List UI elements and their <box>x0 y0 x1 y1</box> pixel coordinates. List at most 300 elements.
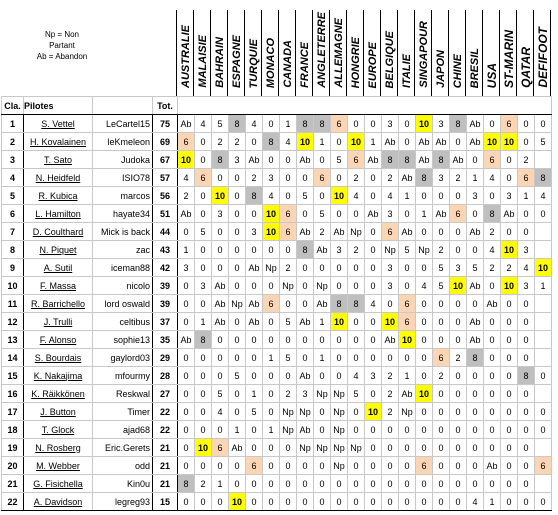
score-cell: 0 <box>484 115 501 133</box>
score-cell: 6 <box>331 115 348 133</box>
score-cell: 0 <box>433 493 450 511</box>
score-cell: 0 <box>450 403 467 421</box>
score-cell: 5 <box>535 133 552 151</box>
team-cell: iceman88 <box>93 259 153 277</box>
score-cell: 8 <box>314 115 331 133</box>
driver-cell <box>24 295 93 313</box>
score-cell: 0 <box>297 475 314 493</box>
score-cell: 0 <box>450 493 467 511</box>
rank-cell: 16 <box>2 385 24 403</box>
total-cell: 27 <box>153 385 178 403</box>
table-row <box>2 115 552 133</box>
driver-link[interactable]: M. Webber <box>36 460 80 471</box>
team-cell: Kin0u <box>93 475 153 493</box>
score-cell: 0 <box>382 295 399 313</box>
gp-header-europe <box>364 0 381 88</box>
score-cell: 10 <box>399 331 416 349</box>
gp-header-label: JAPON <box>434 50 447 88</box>
score-cell: 0 <box>229 241 246 259</box>
driver-cell <box>24 349 93 367</box>
score-cell: 10 <box>535 259 552 277</box>
score-cell: 0 <box>297 277 314 295</box>
score-cell: 0 <box>246 367 263 385</box>
score-cell: 0 <box>416 259 433 277</box>
score-cell <box>535 349 552 367</box>
rank-cell: 2 <box>2 133 24 151</box>
score-cell: Ab <box>178 115 195 133</box>
score-cell: 0 <box>365 223 382 241</box>
score-cell: Ab <box>297 367 314 385</box>
driver-cell <box>24 457 93 475</box>
driver-link[interactable]: D. Coulthard <box>32 226 84 237</box>
score-cell: 5 <box>399 241 416 259</box>
score-cell: 0 <box>416 403 433 421</box>
table-row <box>2 241 552 259</box>
score-cell: 0 <box>501 493 518 511</box>
team-cell: celtibus <box>93 313 153 331</box>
score-cell: Ab <box>212 295 229 313</box>
score-cell: 10 <box>297 133 314 151</box>
gp-header-allemagne <box>330 0 347 88</box>
score-cell: 2 <box>484 223 501 241</box>
rank-cell: 20 <box>2 457 24 475</box>
score-cell: 8 <box>178 475 195 493</box>
score-cell: 8 <box>416 169 433 187</box>
score-cell: 4 <box>246 115 263 133</box>
score-cell: 0 <box>467 385 484 403</box>
score-cell: 0 <box>297 205 314 223</box>
score-cell: 1 <box>195 313 212 331</box>
score-cell: 4 <box>280 133 297 151</box>
team-cell: Reskwal <box>93 385 153 403</box>
score-cell: 0 <box>263 367 280 385</box>
score-cell: 3 <box>178 259 195 277</box>
score-cell: 4 <box>212 403 229 421</box>
score-cell: 0 <box>314 475 331 493</box>
driver-link[interactable]: R. Kubica <box>38 190 78 201</box>
total-cell: 21 <box>153 439 178 457</box>
score-cell: Ab <box>433 133 450 151</box>
score-cell: 0 <box>518 385 535 403</box>
score-cell: 0 <box>195 493 212 511</box>
score-cell: 0 <box>518 439 535 457</box>
gp-header-angleterre <box>313 0 330 88</box>
score-cell: 0 <box>229 457 246 475</box>
driver-link[interactable]: A. Davidson <box>33 496 83 507</box>
table-row <box>2 403 552 421</box>
score-cell: 6 <box>501 115 518 133</box>
score-cell: 0 <box>348 493 365 511</box>
score-cell: Np <box>331 385 348 403</box>
score-cell: 10 <box>331 187 348 205</box>
driver-link[interactable]: T. Glock <box>41 424 75 435</box>
score-cell: 0 <box>178 493 195 511</box>
score-cell: 6 <box>263 295 280 313</box>
score-cell: 0 <box>229 277 246 295</box>
total-cell: 21 <box>153 475 178 493</box>
score-cell: 3 <box>467 187 484 205</box>
rank-cell: 1 <box>2 115 24 133</box>
driver-link[interactable]: R. Barrichello <box>30 298 86 309</box>
total-cell: 42 <box>153 259 178 277</box>
score-cell: 0 <box>195 241 212 259</box>
score-cell: Ab <box>246 295 263 313</box>
score-cell: 0 <box>212 349 229 367</box>
table-row <box>2 187 552 205</box>
score-cell: 8 <box>297 115 314 133</box>
score-cell: 0 <box>348 205 365 223</box>
total-cell: 15 <box>153 493 178 511</box>
score-cell: 0 <box>535 493 552 511</box>
driver-link[interactable]: T. Sato <box>43 154 72 165</box>
score-cell: 0 <box>416 187 433 205</box>
score-cell: 0 <box>467 205 484 223</box>
score-cell <box>535 241 552 259</box>
score-cell: 0 <box>314 367 331 385</box>
score-cell: 1 <box>263 421 280 439</box>
score-cell: Np <box>416 241 433 259</box>
driver-cell <box>24 133 93 151</box>
score-cell: 0 <box>263 313 280 331</box>
total-cell: 22 <box>153 403 178 421</box>
team-cell: Mick is back <box>93 223 153 241</box>
table-row <box>2 331 552 349</box>
score-cell: 5 <box>280 349 297 367</box>
gp-header-label: CANADA <box>281 40 294 88</box>
score-cell: 3 <box>382 259 399 277</box>
score-cell: 0 <box>280 475 297 493</box>
score-cell: Ab <box>212 277 229 295</box>
rank-cell: 12 <box>2 313 24 331</box>
score-cell: 0 <box>178 277 195 295</box>
score-cell: 1 <box>518 187 535 205</box>
score-cell: Np <box>331 403 348 421</box>
score-cell: 1 <box>365 133 382 151</box>
score-cell: Ab <box>450 151 467 169</box>
score-cell: 0 <box>263 241 280 259</box>
gp-header-label: QATAR <box>518 47 533 88</box>
score-cell: 0 <box>484 421 501 439</box>
team-cell: Timer <box>93 403 153 421</box>
rank-header: Cla. <box>2 97 24 115</box>
score-cell: Ab <box>416 151 433 169</box>
total-header: Tot. <box>153 97 178 115</box>
gp-header-belgique <box>381 0 398 88</box>
score-cell: 0 <box>195 457 212 475</box>
score-cell: 0 <box>484 385 501 403</box>
team-cell: marcos <box>93 187 153 205</box>
score-cell: 5 <box>246 403 263 421</box>
score-cell: Ab <box>433 205 450 223</box>
score-cell: 0 <box>399 421 416 439</box>
score-cell: 2 <box>348 169 365 187</box>
score-cell: Ab <box>467 313 484 331</box>
gp-header-france <box>296 0 313 88</box>
score-cell <box>535 223 552 241</box>
score-cell: 10 <box>331 313 348 331</box>
score-cell: 10 <box>416 385 433 403</box>
driver-cell <box>24 421 93 439</box>
score-cell: 0 <box>263 439 280 457</box>
score-cell: Ab <box>314 295 331 313</box>
driver-link[interactable]: N. Piquet <box>39 244 77 255</box>
score-cell: 0 <box>280 151 297 169</box>
total-cell: 21 <box>153 457 178 475</box>
score-cell: 4 <box>416 277 433 295</box>
score-cell: 0 <box>518 421 535 439</box>
score-cell: 0 <box>501 349 518 367</box>
score-cell: 1 <box>229 421 246 439</box>
table-row <box>2 457 552 475</box>
total-cell: 51 <box>153 205 178 223</box>
score-cell: 0 <box>450 133 467 151</box>
team-cell: gaylord03 <box>93 349 153 367</box>
score-cell: 10 <box>501 277 518 295</box>
score-cell: 0 <box>195 259 212 277</box>
score-cell: 0 <box>331 205 348 223</box>
score-cell: 4 <box>467 493 484 511</box>
score-cell: 5 <box>195 223 212 241</box>
driver-link[interactable]: J. Trulli <box>43 316 73 327</box>
gp-header-label: BELGIQUE <box>383 30 396 88</box>
score-cell: 0 <box>399 349 416 367</box>
driver-link[interactable]: L. Hamilton <box>35 208 81 219</box>
score-cell: Np <box>263 259 280 277</box>
score-cell: 8 <box>331 295 348 313</box>
score-cell: 0 <box>314 259 331 277</box>
score-cell: 4 <box>518 259 535 277</box>
score-cell: 2 <box>314 223 331 241</box>
score-cell: 0 <box>382 349 399 367</box>
score-cell: 0 <box>484 331 501 349</box>
total-cell: 57 <box>153 169 178 187</box>
score-cell: 0 <box>365 421 382 439</box>
gp-header-defifoot <box>534 0 551 88</box>
score-cell: 0 <box>263 115 280 133</box>
score-cell: 0 <box>518 475 535 493</box>
rank-cell: 4 <box>2 169 24 187</box>
score-cell: 0 <box>348 313 365 331</box>
score-cell: 0 <box>331 493 348 511</box>
driver-link[interactable]: A. Sutil <box>43 262 73 273</box>
team-cell: ajad68 <box>93 421 153 439</box>
score-cell: 0 <box>280 367 297 385</box>
score-cell: 2 <box>433 367 450 385</box>
team-cell: zac <box>93 241 153 259</box>
score-cell: 3 <box>450 259 467 277</box>
score-cell: 0 <box>433 475 450 493</box>
score-cell: 0 <box>535 421 552 439</box>
score-cell: 4 <box>348 187 365 205</box>
score-cell: 0 <box>433 457 450 475</box>
score-cell: 0 <box>246 349 263 367</box>
header-row <box>2 97 552 115</box>
score-cell: 2 <box>280 385 297 403</box>
score-cell: 0 <box>450 241 467 259</box>
score-cell: 2 <box>382 367 399 385</box>
score-cell: 1 <box>467 169 484 187</box>
score-cell: 0 <box>331 367 348 385</box>
score-cell: 0 <box>467 403 484 421</box>
score-cell: Ab <box>297 313 314 331</box>
score-cell: 0 <box>501 295 518 313</box>
score-cell: 6 <box>433 349 450 367</box>
score-cell: Ab <box>365 205 382 223</box>
score-cell: 0 <box>399 493 416 511</box>
score-cell: 10 <box>263 205 280 223</box>
score-cell: 0 <box>280 331 297 349</box>
score-cell: 0 <box>263 151 280 169</box>
score-cell: 0 <box>348 115 365 133</box>
score-cell: 5 <box>229 367 246 385</box>
rank-cell: 14 <box>2 349 24 367</box>
score-cell: 1 <box>399 367 416 385</box>
driver-link[interactable]: N. Heidfeld <box>35 172 81 183</box>
score-cell: 0 <box>450 313 467 331</box>
score-cell: Np <box>348 223 365 241</box>
driver-link[interactable]: S. Bourdais <box>34 352 82 363</box>
score-cell: 0 <box>297 295 314 313</box>
score-cell: Np <box>382 241 399 259</box>
score-cell: 6 <box>416 457 433 475</box>
score-cell: Np <box>399 403 416 421</box>
score-cell: 6 <box>484 151 501 169</box>
rank-cell: 22 <box>2 493 24 511</box>
score-cell: 0 <box>433 421 450 439</box>
score-cell: 6 <box>280 223 297 241</box>
score-cell: 0 <box>348 421 365 439</box>
score-cell: 0 <box>331 169 348 187</box>
score-cell: 0 <box>467 421 484 439</box>
gp-header-bahrain <box>211 0 228 88</box>
score-cell: 0 <box>195 367 212 385</box>
gp-header-label: USA <box>484 62 499 88</box>
total-cell: 39 <box>153 295 178 313</box>
gp-header-canada <box>279 0 296 88</box>
driver-cell <box>24 493 93 511</box>
driver-link[interactable]: K. Nakajima <box>33 370 83 381</box>
score-cell: 0 <box>178 349 195 367</box>
score-cell: 0 <box>195 295 212 313</box>
score-cell: 0 <box>399 277 416 295</box>
score-cell: Np <box>331 421 348 439</box>
score-cell: 0 <box>178 421 195 439</box>
score-cell: 0 <box>518 403 535 421</box>
score-cell: Np <box>314 439 331 457</box>
score-cell: 1 <box>280 115 297 133</box>
score-cell: 1 <box>314 133 331 151</box>
score-cell: 0 <box>195 133 212 151</box>
score-cell: 2 <box>246 169 263 187</box>
score-cell: 0 <box>229 403 246 421</box>
score-cell: 2 <box>501 259 518 277</box>
driver-link[interactable]: H. Kovalainen <box>29 136 87 147</box>
score-cell: Ab <box>416 133 433 151</box>
score-cell: 3 <box>433 115 450 133</box>
score-cell: Ab <box>297 421 314 439</box>
score-cell: 0 <box>263 331 280 349</box>
score-cell: 2 <box>212 133 229 151</box>
driver-link[interactable]: G. Fisichella <box>33 478 83 489</box>
score-cell: 0 <box>416 223 433 241</box>
score-cell: 0 <box>501 367 518 385</box>
total-cell: 28 <box>153 367 178 385</box>
score-cell: Np <box>229 295 246 313</box>
table-row <box>2 349 552 367</box>
table-row <box>2 475 552 493</box>
gp-header-label: ST-MARIN <box>501 30 516 88</box>
driver-link[interactable]: F. Alonso <box>39 334 77 345</box>
table-row <box>2 421 552 439</box>
score-cell: Np <box>297 439 314 457</box>
score-cell: 0 <box>195 349 212 367</box>
gp-header-label: FRANCE <box>298 42 311 88</box>
score-cell <box>535 385 552 403</box>
score-cell <box>535 151 552 169</box>
score-cell: Ab <box>399 169 416 187</box>
driver-cell <box>24 385 93 403</box>
total-cell: 44 <box>153 223 178 241</box>
score-cell: 0 <box>382 457 399 475</box>
score-cell: 2 <box>518 151 535 169</box>
gp-header-hongrie <box>347 0 364 88</box>
driver-link[interactable]: N. Rosberg <box>35 442 81 453</box>
score-cell: 0 <box>467 475 484 493</box>
team-cell: hayate34 <box>93 205 153 223</box>
score-cell: 0 <box>382 475 399 493</box>
score-cell: 0 <box>331 349 348 367</box>
total-cell: 67 <box>153 151 178 169</box>
team-cell: Judoka <box>93 151 153 169</box>
gp-header-label: ALLEMAGNE <box>332 18 345 88</box>
score-cell: 0 <box>178 403 195 421</box>
total-cell: 22 <box>153 421 178 439</box>
score-cell: 5 <box>212 115 229 133</box>
score-cell: 0 <box>246 421 263 439</box>
score-cell <box>535 439 552 457</box>
score-cell: 6 <box>382 223 399 241</box>
gp-header-bresil <box>466 0 483 88</box>
standings-table <box>1 96 552 511</box>
team-cell: legreg93 <box>93 493 153 511</box>
score-cell: 0 <box>450 223 467 241</box>
score-cell: Np <box>314 277 331 295</box>
score-cell: 0 <box>229 349 246 367</box>
score-cell: 8 <box>535 169 552 187</box>
score-cell: 0 <box>433 187 450 205</box>
driver-link[interactable]: F. Massa <box>39 280 76 291</box>
score-cell: 0 <box>229 313 246 331</box>
score-cell: 0 <box>195 151 212 169</box>
score-cell: 0 <box>365 457 382 475</box>
score-cell: 10 <box>365 403 382 421</box>
score-cell: Ab <box>246 151 263 169</box>
score-cell: 0 <box>518 115 535 133</box>
rank-cell: 21 <box>2 475 24 493</box>
driver-link[interactable]: K. Räikkönen <box>31 388 85 399</box>
score-cell: 0 <box>450 295 467 313</box>
score-cell: Ab <box>178 331 195 349</box>
score-cell: 0 <box>246 493 263 511</box>
driver-link[interactable]: J. Button <box>40 406 76 417</box>
score-cell: 0 <box>348 349 365 367</box>
driver-cell <box>24 367 93 385</box>
score-cell: 0 <box>518 133 535 151</box>
score-cell: 3 <box>433 169 450 187</box>
score-cell: 0 <box>246 205 263 223</box>
score-cell: 10 <box>382 313 399 331</box>
driver-link[interactable]: S. Vettel <box>41 118 75 129</box>
